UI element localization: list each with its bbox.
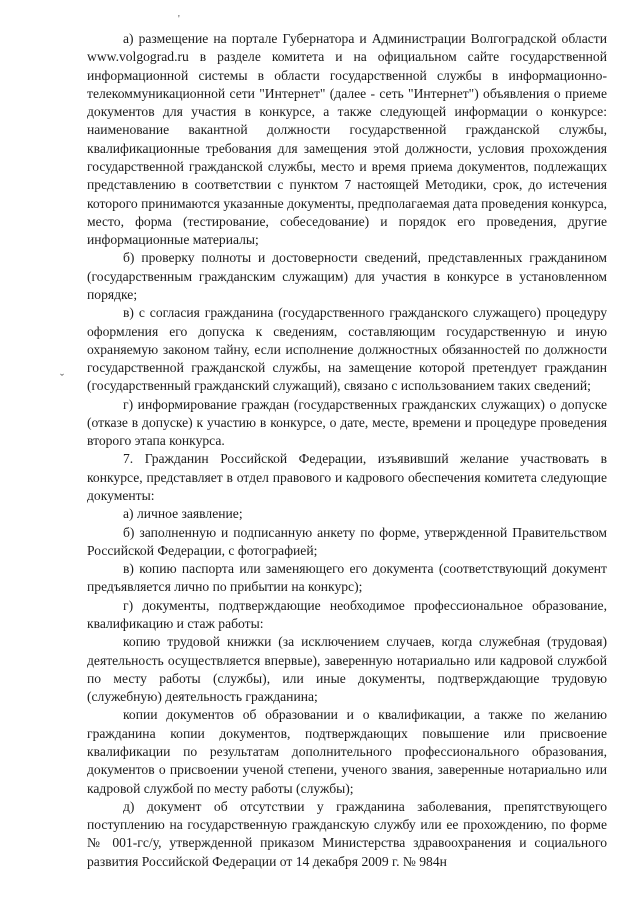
paragraph-v-clearance: в) с согласия гражданина (государственного гражданского служащего) процедуру оформления его допуска к сведениям, составляющим государственную и иную охраняемую законом тайну, если исполнение должностных обязанностей по должности государственной гражданской службы, на замещение которой претендует гражданин (государственный гражданский служащий), связано с использованием таких сведений;: [87, 305, 607, 394]
list-item-qualification-docs: г) документы, подтверждающие необходимое профессиональное образование, квалификацию и стаж работы:: [87, 597, 607, 631]
paragraph-7-documents: 7. Гражданин Российской Федерации, изъявивший желание участвовать в конкурсе, представляет в отдел правового и кадрового обеспечения комитета следующие документы:: [87, 451, 607, 504]
list-item-passport: в) копию паспорта или заменяющего его документа (соответствующий документ предъявляется лично по прибытии на конкурс);: [87, 561, 607, 595]
paragraph-b-verification: б) проверку полноты и достоверности сведений, представленных гражданином (государственным гражданским служащим) для участия в конкурсе в установленном порядке;: [87, 250, 607, 302]
list-item-application: а) личное заявление;: [123, 506, 243, 522]
scan-artifact-mark: ': [178, 14, 180, 25]
list-item-education-docs: копии документов об образовании и о квалификации, а также по желанию гражданина копии документов, подтверждающих повышение или присвоение квалификации по результатам дополнительного профессионального образования, документов о присвоении ученой степени, ученого звания, заверенные нотариально или кадровой службой по месту работы (службы);: [87, 707, 607, 796]
document-body: [87, 30, 607, 871]
list-item-work-record: копию трудовой книжки (за исключением случаев, когда служебная (трудовая) деятельность осуществляется впервые), заверенную нотариально или кадровой службой по месту работы (службы), или иные документы, подтверждающие трудовую (служебную) деятельность гражданина;: [87, 634, 607, 705]
paragraph-g-notification: г) информирование граждан (государственных гражданских служащих) о допуске (отказе в допуске) к участию в конкурсе, о дате, месте, времени и процедуре проведения второго этапа конкурса.: [87, 396, 607, 449]
list-item-questionnaire: б) заполненную и подписанную анкету по форме, утвержденной Правительством Российской Федерации, с фотографией;: [87, 524, 607, 558]
paragraph-a-publication: а) размещение на портале Губернатора и Администрации Волгоградской области www.volgograd.ru в разделе комитета и на официальном сайте государственной информационной системы в области государственной службы в информационно-телекоммуникационной сети "Интернет" (далее - сеть "Интернет") объявления о приеме документов для участия в конкурсе, а также следующей информации о конкурсе: наименование вакантной должности государственной гражданской службы, квалификационные требования для замещения этой должности, условия прохождения государственной гражданской службы, место и время приема документов, подлежащих представлению в соответствии с пунктом 7 настоящей Методики, срок, до истечения которого принимаются указанные документы, предполагаемая дата проведения конкурса, место, форма (тестирование, собеседование) и порядок его проведения, другие информационные материалы;: [87, 31, 607, 248]
list-item-medical-certificate: д) документ об отсутствии у гражданина заболевания, препятствующего поступлению на государственную гражданскую службу или ее прохождению, по форме № 001-гс/у, утвержденной приказом Министерства здравоохранения и социального развития Российской Федерации от 14 декабря 2009 г. № 984н: [87, 798, 607, 869]
margin-artifact-mark: ˇ: [60, 371, 64, 385]
